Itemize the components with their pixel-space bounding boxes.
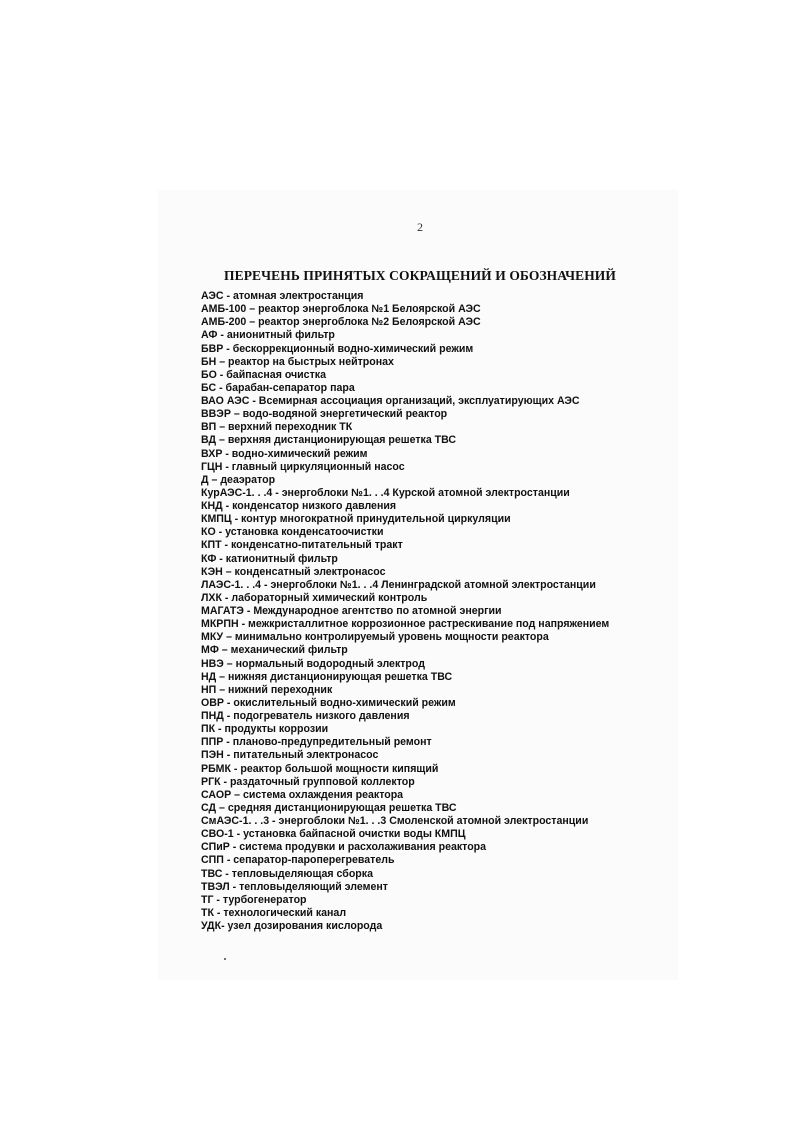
abbreviation-item: ТВС - тепловыделяющая сборка	[201, 867, 373, 880]
abbreviation-item: АФ - анионитный фильтр	[201, 329, 335, 342]
abbreviation-item: АМБ-200 – реактор энергоблока №2 Белоярской АЭС	[201, 316, 481, 329]
abbreviation-item: КурАЭС-1. . .4 - энергоблоки №1. . .4 Курской атомной электростанции	[201, 486, 570, 499]
abbreviation-item: ППР - планово-предупредительный ремонт	[201, 736, 432, 749]
scan-speck	[224, 958, 226, 960]
abbreviation-item: САОР – система охлаждения реактора	[201, 788, 404, 801]
abbreviation-item: СПиР - система продувки и расхолаживания реактора	[201, 841, 487, 854]
abbreviation-list	[201, 290, 609, 933]
abbreviation-item: НД – нижняя дистанционирующая решетка ТВС	[201, 670, 453, 683]
abbreviation-item: ВАО АЭС - Всемирная ассоциация организаций, эксплуатирующих АЭС	[201, 395, 580, 407]
abbreviation-item: ПЭН - питательный электронасос	[201, 749, 379, 762]
abbreviation-item: КПТ - конденсатно-питательный тракт	[201, 539, 403, 552]
abbreviation-item: ЛАЭС-1. . .4 - энергоблоки №1. . .4 Ленинградской атомной электростанции	[201, 578, 596, 591]
abbreviation-item: НП – нижний переходник	[201, 683, 333, 696]
abbreviation-item: БВР - бескоррекционный водно-химический режим	[201, 342, 474, 355]
abbreviation-item: Д – деаэратор	[201, 473, 276, 486]
abbreviation-item: КНД - конденсатор низкого давления	[201, 500, 397, 512]
abbreviation-item: ТВЭЛ - тепловыделяющий элемент	[201, 880, 388, 893]
abbreviation-item: БО - байпасная очистка	[201, 368, 326, 381]
abbreviation-item: АЭС - атомная электростанция	[201, 290, 364, 302]
page-number: 2	[417, 220, 423, 234]
abbreviation-item: СмАЭС-1. . .3 - энергоблоки №1. . .3 Смоленской атомной электростанции	[201, 815, 589, 827]
abbreviation-item: МАГАТЭ - Международное агентство по атомной энергии	[201, 605, 502, 617]
abbreviation-item: ВХР - водно-химический режим	[201, 447, 368, 460]
abbreviation-item: НВЭ – нормальный водородный электрод	[201, 657, 425, 670]
abbreviation-item: БН – реактор на быстрых нейтронах	[201, 355, 394, 368]
abbreviation-item: ГЦН - главный циркуляционный насос	[201, 460, 405, 473]
abbreviation-item: ТГ - турбогенератор	[201, 893, 307, 906]
abbreviation-item: МКУ – минимально контролируемый уровень мощности реактора	[201, 631, 549, 644]
abbreviation-item: ВВЭР – водо-водяной энергетический реактор	[201, 408, 448, 421]
abbreviation-item: КЭН – конденсатный электронасос	[201, 565, 386, 578]
abbreviation-item: ЛХК - лабораторный химический контроль	[201, 591, 428, 604]
abbreviation-item: КМПЦ - контур многократной принудительной циркуляции	[201, 513, 511, 526]
abbreviation-item: ПНД - подогреватель низкого давления	[201, 710, 410, 722]
abbreviation-item: КФ - катионитный фильтр	[201, 552, 338, 565]
abbreviation-item: АМБ-100 – реактор энергоблока №1 Белоярской АЭС	[201, 303, 481, 316]
abbreviation-item: ТК - технологический канал	[201, 906, 347, 919]
abbreviation-item: СПП - сепаратор-пароперегреватель	[201, 854, 395, 867]
abbreviation-item: СД – средняя дистанционирующая решетка ТВС	[201, 801, 457, 814]
abbreviation-item: БС - барабан-сепаратор пара	[201, 381, 355, 394]
abbreviation-item: ОВР - окислительный водно-химический режим	[201, 696, 456, 709]
abbreviation-item: КО - установка конденсатоочистки	[201, 526, 384, 539]
abbreviation-item: УДК- узел дозирования кислорода	[201, 920, 383, 932]
abbreviation-item: СВО-1 - установка байпасной очистки воды КМПЦ	[201, 828, 466, 841]
abbreviation-item: МФ – механический фильтр	[201, 644, 348, 657]
abbreviation-item: РБМК - реактор большой мощности кипящий	[201, 762, 439, 775]
document-title: ПЕРЕЧЕНЬ ПРИНЯТЫХ СОКРАЩЕНИЙ И ОБОЗНАЧЕНИЙ	[223, 268, 616, 283]
abbreviation-item: ПК - продукты коррозии	[201, 723, 329, 736]
abbreviation-item: ВД – верхняя дистанционирующая решетка ТВС	[201, 434, 457, 447]
abbreviation-item: МКРПН - межкристаллитное коррозионное растрескивание под напряжением	[201, 618, 610, 631]
abbreviation-item: ВП – верхний переходник ТК	[201, 421, 353, 434]
abbreviation-item: РГК - раздаточный групповой коллектор	[201, 775, 415, 788]
